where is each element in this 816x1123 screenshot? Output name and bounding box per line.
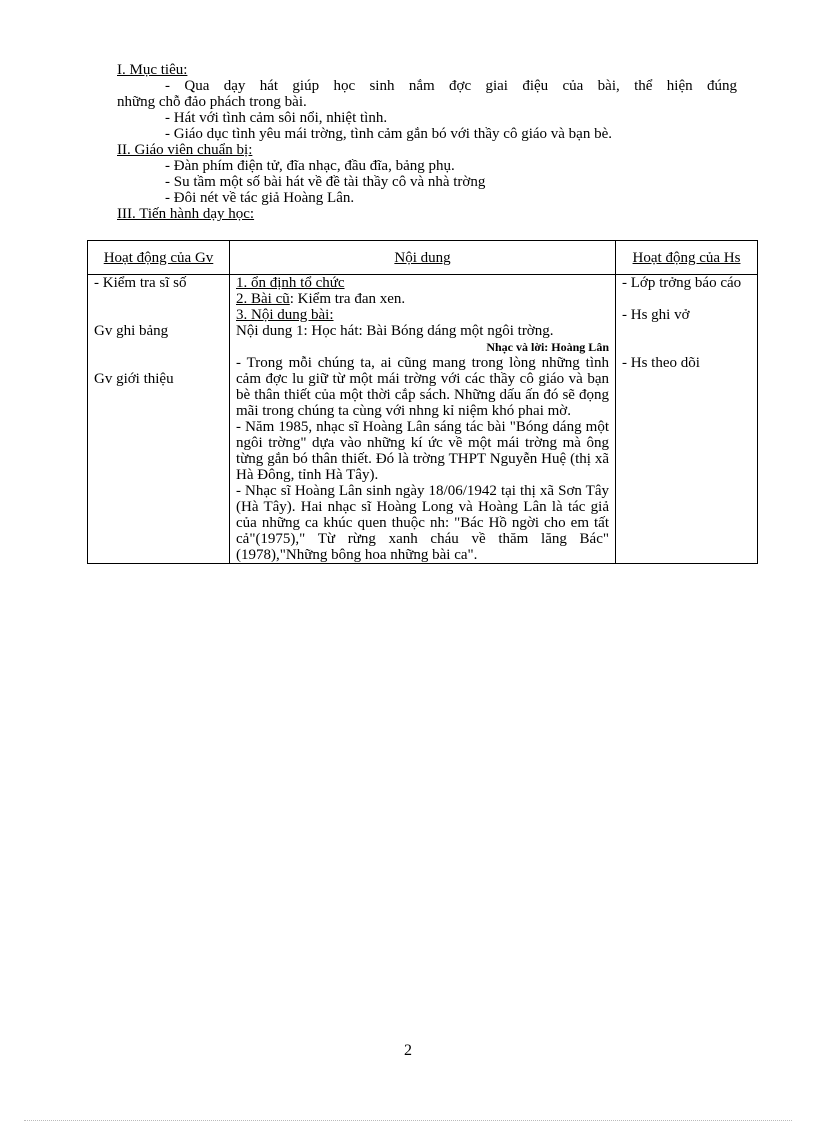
- header-content: Nội dung: [230, 241, 616, 275]
- content-paragraph: - Năm 1985, nhạc sĩ Hoàng Lân sáng tác bài "Bóng dáng một ngôi trờng" dựa vào những kí ức về một mái trờng mà ông từng gắn bó thân thiết. Đó là trờng THPT Nguyễn Huệ (thị xã Hà Đông, tỉnh Hà Tây).: [236, 419, 609, 483]
- page-edge-divider: [24, 1120, 792, 1121]
- objective-item-continued: những chỗ đảo phách trong bài.: [117, 94, 307, 110]
- teacher-activity-introduce: Gv giới thiệu: [94, 371, 174, 387]
- page-number: 2: [404, 1042, 412, 1059]
- table-header-row: [88, 241, 758, 275]
- objective-item: - Qua dạy hát giúp học sinh nắm đợc giai điệu của bài, thể hiện đúng: [165, 78, 737, 94]
- old-lesson-label: 2. Bài cũ: [236, 291, 290, 307]
- student-activity-report: - Lớp trởng báo cáo: [622, 275, 742, 291]
- section-procedure-title: III. Tiến hành dạy học:: [117, 206, 255, 222]
- content-old-lesson: [236, 291, 609, 307]
- lesson-table: [87, 240, 758, 564]
- objective-item: - Hát với tình cảm sôi nổi, nhiệt tình.: [165, 110, 388, 126]
- song-author: Nhạc và lời: Hoàng Lân: [486, 340, 609, 354]
- teacher-activity-attendance: - Kiểm tra sĩ số: [94, 275, 187, 291]
- preparation-item: - Su tầm một số bài hát về đề tài thầy cô và nhà trờng: [165, 174, 486, 190]
- student-activity-cell: [616, 275, 758, 564]
- table-row: [88, 275, 758, 564]
- header-student-activity: Hoạt động của Hs: [616, 241, 758, 275]
- teacher-activity-board: Gv ghi bảng: [94, 323, 169, 339]
- content-stabilize: 1. ổn định tổ chức: [236, 275, 345, 291]
- objective-item: - Giáo dục tình yêu mái trờng, tình cảm gắn bó với thầy cô giáo và bạn bè.: [165, 126, 612, 142]
- content-new-lesson: 3. Nội dung bài:: [236, 307, 334, 323]
- teacher-activity-cell: [88, 275, 230, 564]
- section-objectives-title: I. Mục tiêu:: [117, 62, 188, 78]
- header-teacher-activity: Hoạt động của Gv: [88, 241, 230, 275]
- content-paragraph: - Nhạc sĩ Hoàng Lân sinh ngày 18/06/1942 tại thị xã Sơn Tây (Hà Tây). Hai nhạc sĩ Hoàng Long và Hoàng Lân là tác giả của những ca khúc quen thuộc nh: "Bác Hồ ngời cho em tất cả"(1975)," Từ rừng xanh cháu về thăm lăng Bác" (1978),"Những bông hoa những bài ca".: [236, 483, 609, 563]
- student-activity-notes: - Hs ghi vở: [622, 307, 690, 323]
- content-section-1: Nội dung 1: Học hát: Bài Bóng dáng một ngôi trờng.: [236, 323, 554, 339]
- preparation-item: - Đàn phím điện tử, đĩa nhạc, đầu đĩa, bảng phụ.: [165, 158, 455, 174]
- content-paragraph: - Trong mỗi chúng ta, ai cũng mang trong lòng những tình cảm đợc lu giữ từ một mái trờng với các thầy cô giáo và bạn bè thân thiết của một thời cắp sách. Những dấu ấn đó sẽ đọng mãi trong chúng ta cùng với nhng kỉ niệm khó phai mờ.: [236, 355, 609, 419]
- section-preparation-title: II. Giáo viên chuẩn bị:: [117, 142, 253, 158]
- student-activity-follow: - Hs theo dõi: [622, 355, 700, 371]
- lesson-intro: [117, 62, 737, 222]
- old-lesson-text: : Kiểm tra đan xen.: [289, 291, 406, 307]
- preparation-item: - Đôi nét về tác giả Hoàng Lân.: [165, 190, 355, 206]
- content-cell: [230, 275, 616, 564]
